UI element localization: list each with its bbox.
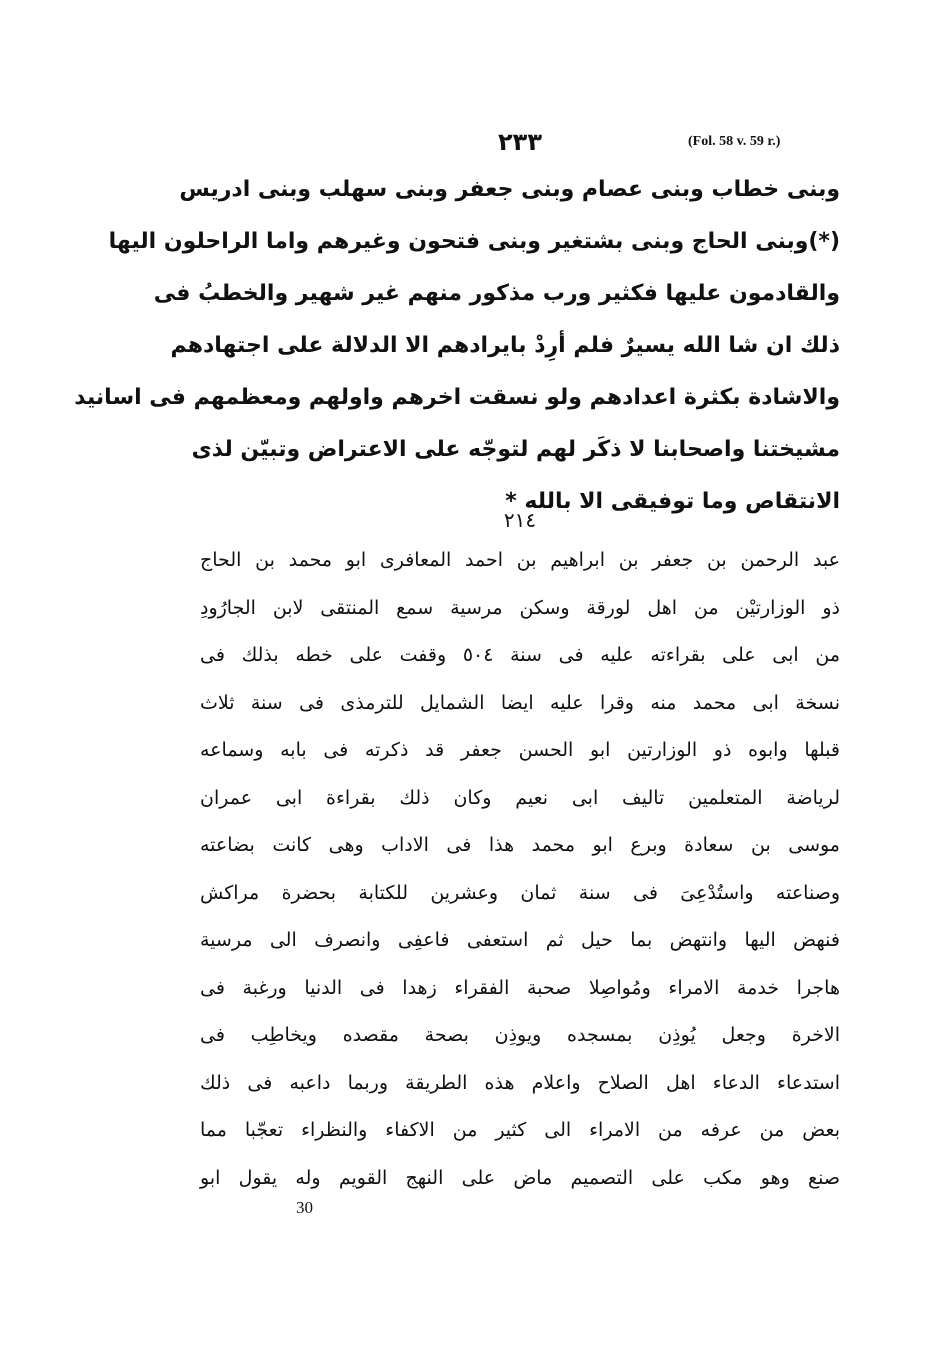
text-line: موسى بن سعادة وبرع ابو محمد هذا فى الاداب وهى كانت بضاعته [200, 834, 840, 856]
text-line: الانتقاص وما توفيقى الا بالله * [505, 489, 840, 514]
text-line: (*)وبنى الحاج وبنى بشتغير وبنى فتحون وغيرهم واما الراحلون اليها [108, 229, 840, 254]
text-line: والاشادة بكثرة اعدادهم ولو نسقت اخرهم واولهم ومعظمهم فى اسانيد [74, 385, 840, 410]
text-section-1 [74, 170, 840, 534]
text-line: وصناعته واستُدْعِىَ فى سنة ثمان وعشرين للكتابة بحضرة مراكش [200, 881, 840, 904]
text-section-2 [200, 540, 840, 1205]
signature-mark: 30 [296, 1198, 313, 1217]
text-line: استدعاء الدعاء اهل الصلاح واعلام هذه الطريقة وربما داعبه فى ذلك [200, 1071, 840, 1094]
page-number: ٢٣٣ [498, 128, 542, 156]
text-line: لرياضة المتعلمين تاليف ابى نعيم وكان ذلك بقراءة ابى عمران [200, 786, 840, 809]
text-line: مشيختنا واصحابنا لا ذكَر لهم لتوجّه على الاعتراض وتبيّن لذى [191, 437, 840, 462]
entry-number: ٢١٤ [503, 508, 537, 532]
text-line: الاخرة وجعل يُوذِن بمسجده ويوذِن بصحة مقصده ويخاطِب فى [200, 1024, 840, 1046]
text-line: فنهض اليها وانتهض بما حيل ثم استعفى فاعفِى وانصرف الى مرسية [200, 929, 840, 951]
text-line: قبلها وابوه ذو الوزارتين ابو الحسن جعفر قد ذكرته فى بابه وسماعه [200, 739, 840, 761]
text-line: نسخة ابى محمد منه وقرا عليه ايضا الشمايل للترمذى فى سنة ثلاث [200, 691, 840, 714]
text-line: عبد الرحمن بن جعفر بن ابراهيم بن احمد المعافرى ابو محمد بن الحاج [200, 549, 840, 571]
text-line: والقادمون عليها فكثير ورب مذكور منهم غير شهير والخطبُ فى [153, 281, 840, 306]
folio-reference: (Fol. 58 v. 59 r.) [688, 134, 781, 149]
text-line: صنع وهو مكب على التصميم ماض على النهج القويم وله يقول ابو [200, 1166, 840, 1189]
text-line: وبنى خطاب وبنى عصام وبنى جعفر وبنى سهلب وبنى ادريس [179, 177, 840, 202]
text-line: هاجرا خدمة الامراء ومُواصِلا صحبة الفقراء زهدا فى الدنيا ورغبة فى [200, 976, 840, 999]
text-line: ذلك ان شا الله يسيرٌ فلم أرِدْ بايرادهم الا الدلالة على اجتهادهم [170, 333, 840, 358]
text-line: من ابى على بقراءته عليه فى سنة ٥٠٤ وقفت على خطه بذلك فى [200, 644, 840, 666]
text-line: ذو الوزارتيْن من اهل لورقة وسكن مرسية سمع المنتقى لابن الجارُودِ [200, 596, 840, 619]
text-line: بعض من عرفه من الامراء الى كثير من الاكفاء والنظراء تعجّبا مما [200, 1119, 840, 1141]
